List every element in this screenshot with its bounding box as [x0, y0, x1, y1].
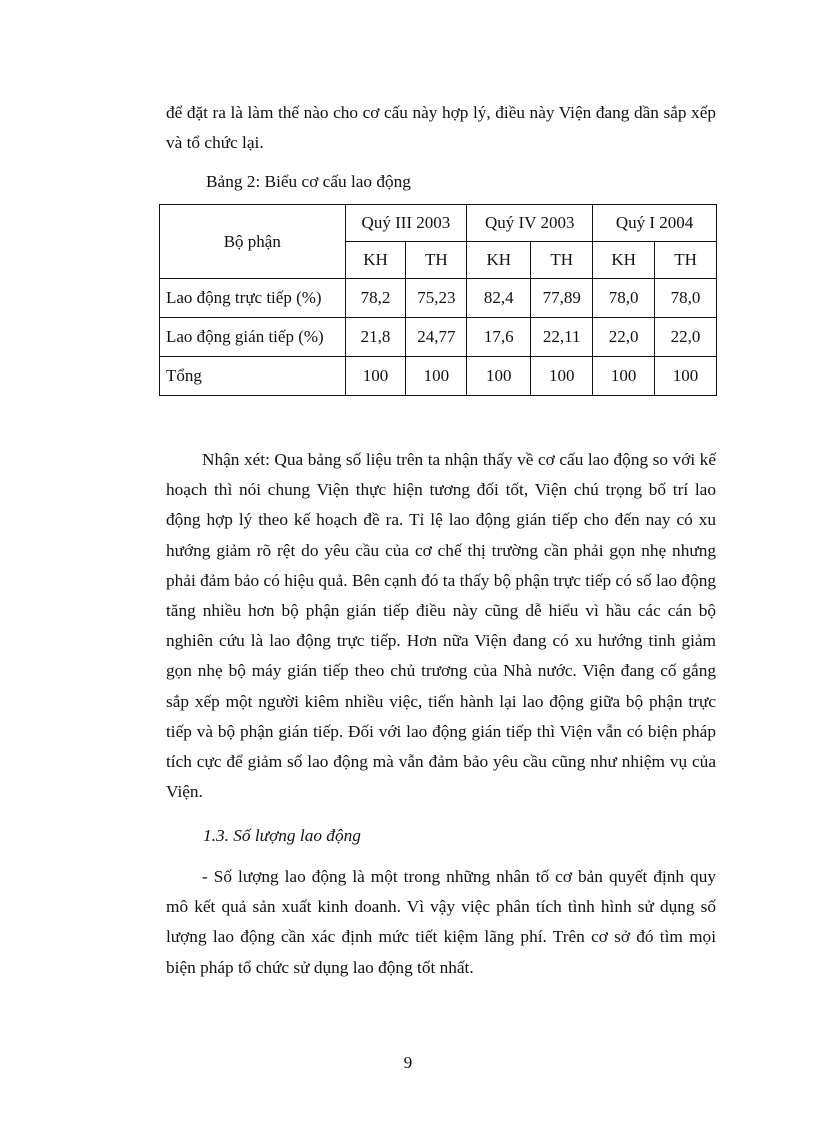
- table-cell: 22,0: [593, 318, 655, 357]
- table-cell: 78,0: [655, 279, 717, 318]
- table-cell: 75,23: [406, 279, 467, 318]
- labor-structure-table: [159, 204, 717, 396]
- table-cell: 22,11: [531, 318, 593, 357]
- table-cell: 100: [655, 357, 717, 396]
- period-header: Quý IV 2003: [467, 205, 593, 242]
- period-header: Quý III 2003: [345, 205, 467, 242]
- row-label: Lao động gián tiếp (%): [160, 318, 346, 357]
- table-cell: 17,6: [467, 318, 531, 357]
- page-number: 9: [403, 1053, 413, 1072]
- subheader-cell: TH: [655, 242, 717, 279]
- subheader-cell: KH: [467, 242, 531, 279]
- table-cell: 24,77: [406, 318, 467, 357]
- subheader-cell: KH: [593, 242, 655, 279]
- table-cell: 78,2: [345, 279, 406, 318]
- subheader-cell: TH: [406, 242, 467, 279]
- table-cell: 78,0: [593, 279, 655, 318]
- table-cell: 100: [593, 357, 655, 396]
- table-cell: 22,0: [655, 318, 717, 357]
- table-cell: 100: [345, 357, 406, 396]
- table-cell: 77,89: [531, 279, 593, 318]
- section-paragraph: - Số lượng lao động là một trong những nhân tố cơ bản quyết định quy mô kết quả sản xuất kinh doanh. Vì vậy việc phân tích tình hình sử dụng số lượng lao động cần xác định mức tiết kiệm lãng phí. Trên cơ sở đó tìm mọi biện pháp tổ chức sử dụng lao động tốt nhất.: [166, 867, 716, 977]
- period-header: Quý I 2004: [593, 205, 717, 242]
- subheader-cell: TH: [531, 242, 593, 279]
- table-row: [160, 357, 717, 396]
- table-row: [160, 279, 717, 318]
- section-heading: 1.3. Số lượng lao động: [203, 826, 361, 845]
- table-cell: 100: [406, 357, 467, 396]
- table-caption: Bảng 2: Biểu cơ cấu lao động: [206, 172, 411, 191]
- table-cell: 100: [467, 357, 531, 396]
- table-cell: 21,8: [345, 318, 406, 357]
- table-cell: 100: [531, 357, 593, 396]
- row-label: Lao động trực tiếp (%): [160, 279, 346, 318]
- row-header-cell: Bộ phận: [160, 205, 346, 279]
- intro-paragraph: để đặt ra là làm thế nào cho cơ cấu này hợp lý, điều này Viện đang dần sắp xếp và tổ chức lại.: [166, 103, 716, 153]
- comment-paragraph: Nhận xét: Qua bảng số liệu trên ta nhận thấy về cơ cấu lao động so với kế hoạch thì nói chung Viện thực hiện tương đối tốt, Viện chú trọng bố trí lao động hợp lý theo kế hoạch đề ra. Tỉ lệ lao động gián tiếp cho đến nay có xu hướng giảm rõ rệt do yêu cầu của cơ chế thị trường cần phải gọn nhẹ nhưng phải đảm bảo có hiệu quả. Bên cạnh đó ta thấy bộ phận trực tiếp có số lao động tăng nhiều hơn bộ phận gián tiếp điều này cũng dễ hiểu vì hầu các cán bộ nghiên cứu là lao động trực tiếp. Hơn nữa Viện đang có xu hướng tinh giảm gọn nhẹ bộ máy gián tiếp theo chủ trương của Nhà nước. Viện đang cố gắng sắp xếp một người kiêm nhiều việc, tiến hành lại lao động giữa bộ phận trực tiếp và bộ phận gián tiếp. Đối với lao động gián tiếp thì Viện vẫn có biện pháp tích cực để giảm số lao động mà vẫn đảm bảo yêu cầu cũng như nhiệm vụ của Viện.: [166, 450, 716, 802]
- table-header-row: [160, 205, 717, 242]
- table-row: [160, 318, 717, 357]
- table-cell: 82,4: [467, 279, 531, 318]
- row-label: Tổng: [160, 357, 346, 396]
- subheader-cell: KH: [345, 242, 406, 279]
